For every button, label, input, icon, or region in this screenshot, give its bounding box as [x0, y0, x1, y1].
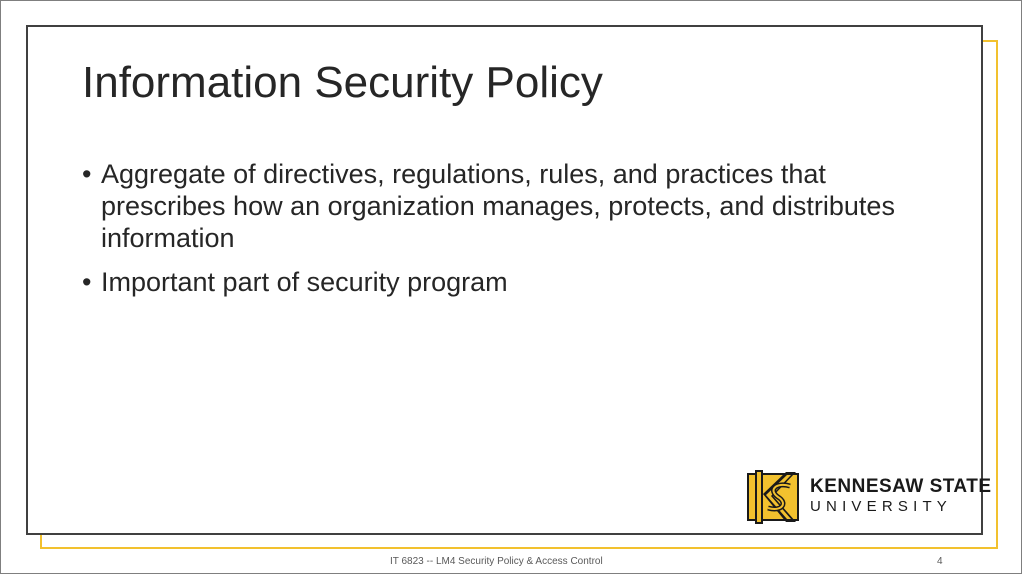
- slide-title: Information Security Policy: [82, 58, 603, 107]
- bullet-text: Aggregate of directives, regulations, rules, and practices that prescribes how an organization manages, protects, and distributes information: [101, 159, 895, 253]
- university-logo: [746, 469, 992, 525]
- logo-line-1: KENNESAW STATE: [810, 476, 992, 497]
- bullet-marker: •: [82, 267, 92, 297]
- page-number: 4: [937, 556, 943, 567]
- bullet-item: [82, 158, 912, 254]
- slide-footer: [0, 556, 1024, 570]
- logo-text: [810, 477, 992, 517]
- ksu-logo-icon: [746, 470, 800, 524]
- bullet-marker: •: [82, 159, 92, 189]
- bullet-item: [82, 266, 912, 298]
- logo-line-2: UNIVERSITY: [810, 498, 953, 515]
- footer-course-text: IT 6823 -- LM4 Security Policy & Access Control: [390, 556, 603, 567]
- bullet-list: [82, 158, 912, 310]
- bullet-text: Important part of security program: [101, 267, 508, 297]
